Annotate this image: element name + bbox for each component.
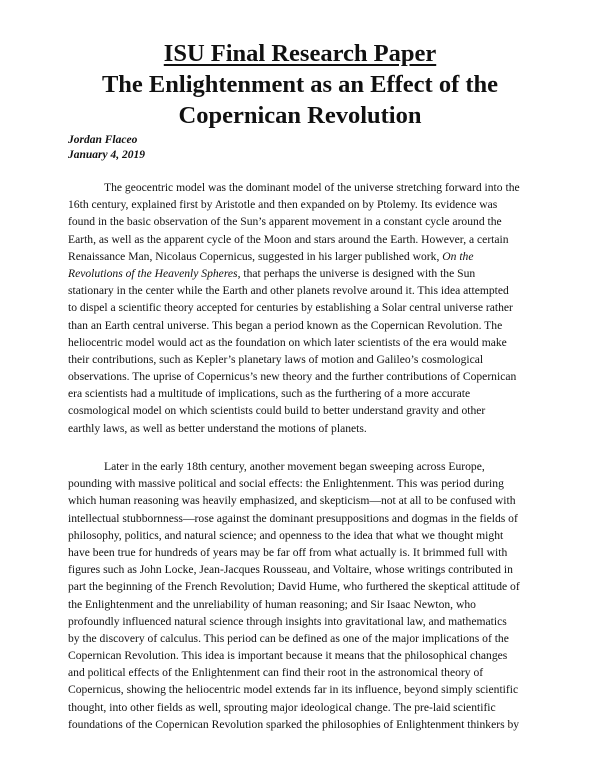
paragraph-line: philosophy, politics, and natural science; and openness to the idea that what we thought might [68,528,504,542]
paragraph-line: have been true for hundreds of years may be far off from what actually is. It brimmed full with [68,545,508,559]
work-title-start: On the [442,249,474,263]
paragraph-line: cosmological model on which scientists could build to better understand gravity and other [68,404,486,418]
paragraph-line: by the discovery of calculus. This period can be defined as one of the major implications of the [68,631,509,645]
author-name: Jordan Flaceo [68,134,138,146]
paragraph-line: pounding with massive political and social effects: the Enlightenment. This was period during [68,477,504,491]
paragraph-line: 16th century, explained first by Aristotle and then expanded on by Ptolemy. Its evidence was [68,198,498,212]
work-title-rest: Revolutions of the Heavenly Spheres [68,266,238,280]
paragraph-line: stationary in the center while the Earth and other planets revolve around it. This idea attempted [68,284,509,298]
paragraph-line: heliocentric model would act as the foundation on which later scientists of the era would make [68,335,507,349]
title-line-1: ISU Final Research Paper [163,40,437,67]
paper-date: January 4, 2019 [68,149,145,161]
body-paragraph-1 [68,179,534,437]
paragraph-line: and political effects of the Enlightenment can find their root in the astronomical theory of [68,666,484,680]
paragraph-line: than an Earth central universe. This began a period known as the Copernican Revolution. The [68,318,503,332]
paragraph-line: found in the basic observation of the Sun’s apparent movement in a constant cycle around the [68,215,502,229]
title-line-3: Copernican Revolution [178,102,422,129]
paragraph-line [68,248,534,265]
paragraph-line: intellectual stubbornness—rose against the dominant presuppositions and dogmas in the fields of [68,511,518,525]
paragraph-line: Later in the early 18th century, another movement began sweeping across Europe, [104,460,485,473]
paper-title [60,38,540,131]
paragraph-line: part the beginning of the French Revolution; David Hume, who furthered the skeptical attitude of [68,580,520,594]
paragraph-line [68,265,534,282]
paragraph-line: Copernican Revolution. This idea is important because it means that the philosophical changes [68,649,508,663]
paragraph-line: era scientists had a multitude of implications, such as the furthering of a more accurate [68,387,471,401]
paragraph-line: the Enlightenment and the unreliability of human reasoning; and Sir Isaac Newton, who [68,597,476,611]
body-paragraph-2 [68,458,534,733]
paragraph-line: observations. The uprise of Copernicus’s new theory and the further contributions of Copernican [68,370,517,384]
paragraph-line: Earth, as well as the apparent cycle of the Moon and stars around the Earth. However, a certain [68,232,509,246]
line-text: , that perhaps the universe is designed with the Sun [237,266,476,280]
paragraph-line: which human reasoning was heavily emphasized, and skepticism—not at all to be confused with [68,494,516,508]
paragraph-line: figures such as John Locke, Jean-Jacques Rousseau, and Voltaire, whose writings contributed in [68,563,513,577]
paragraph-line: foundations of the Copernican Revolution sparked the philosophies of Enlightenment thinkers by [68,717,520,731]
paragraph-line: Copernicus, showing the heliocentric model extends far in its influence, beyond simply scientific [68,683,519,697]
author-date-block [68,133,145,163]
paragraph-line: thought, into other fields as well, sprouting major ideological change. The pre-laid scientific [68,700,496,714]
paragraph-line: profoundly influenced natural science through insights into gravitational law, and mathematics [68,614,507,628]
title-line-2: The Enlightenment as an Effect of the [101,71,499,98]
paragraph-line: their contributions, such as Kepler’s planetary laws of motion and Galileo’s cosmological [68,352,484,366]
paragraph-line: to dispel a scientific theory accepted for centuries by establishing a Solar central universe rather [68,301,513,315]
line-text: Renaissance Man, Nicolaus Copernicus, suggested in his larger published work, [68,249,440,263]
paragraph-line: The geocentric model was the dominant model of the universe stretching forward into the [104,181,520,194]
paragraph-line: earthly laws, as well as better understand the motions of planets. [68,421,367,435]
